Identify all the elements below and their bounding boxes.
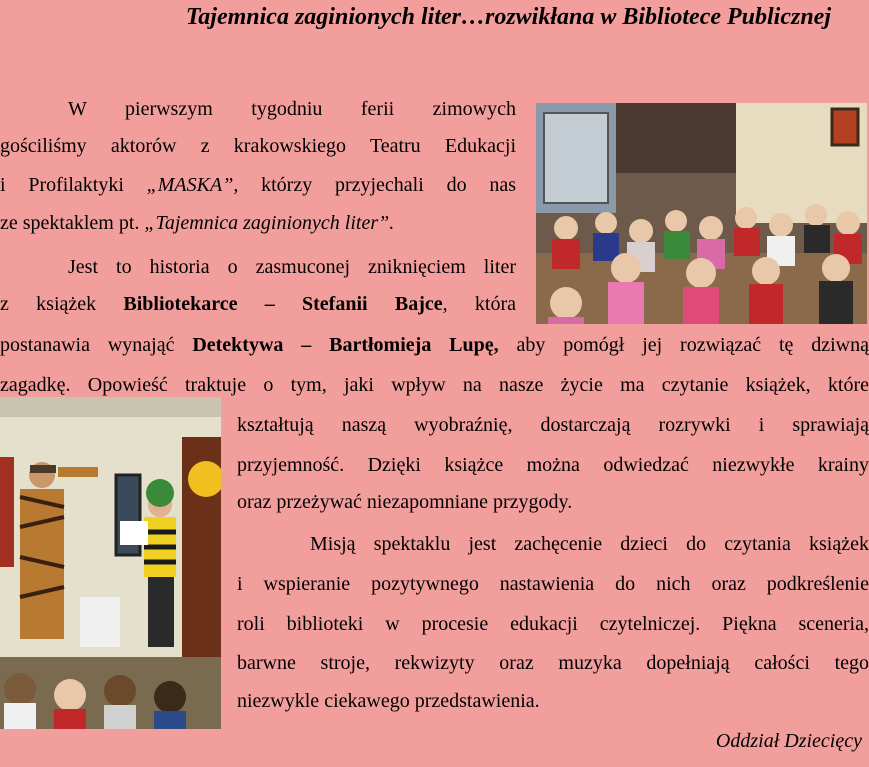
p3-line-3-text: roli biblioteki w procesie edukacji czytelniczej. Piękna sceneria, <box>237 613 869 635</box>
p2-line-1-text: Jest to historia o zasmuconej zniknięciem liter <box>68 256 516 278</box>
p2-line-4 <box>0 373 869 397</box>
photo-children-audience <box>536 103 867 324</box>
p2-line-5 <box>237 413 869 437</box>
play-title: „Tajemnica zaginionych liter”. <box>144 212 395 234</box>
p1-line-4 <box>0 211 394 235</box>
p1-line-1 <box>68 97 516 121</box>
librarian-name: Bibliotekarce – Stefanii Bajce <box>123 293 443 315</box>
p3-line-2-text: i wspieranie pozytywnego nastawienia do nich oraz podkreślenie <box>237 573 869 595</box>
p2-line-3-text: postanawia wynająć <box>0 334 193 356</box>
p3-line-5 <box>237 689 540 713</box>
p2-line-3 <box>0 333 869 357</box>
p2-line-1 <box>68 255 516 279</box>
p1-line-3-text: i Profilaktyki <box>0 174 147 196</box>
p2-line-2-text: z książek <box>0 293 124 315</box>
actors-illustration <box>0 397 221 729</box>
photo-actors-performance <box>0 397 221 729</box>
p2-line-7 <box>237 490 572 514</box>
p1-line-3 <box>0 173 516 197</box>
p2-line-4-text: zagadkę. Opowieść traktuje o tym, jaki wpływ na nasze życie ma czytanie książek, które <box>0 374 869 396</box>
p3-line-1-text: Misją spektaklu jest zachęcenie dzieci do czytania książek <box>310 533 869 555</box>
p3-line-1 <box>310 532 869 556</box>
p1-line-2-text: gościliśmy aktorów z krakowskiego Teatru Edukacji <box>0 135 516 157</box>
p3-line-5-text: niezwykle ciekawego przedstawienia. <box>237 690 540 712</box>
p2-line-2 <box>0 292 516 316</box>
p2-line-2-end: , która <box>442 293 516 315</box>
p1-line-3-end: którzy przyjechali do nas <box>238 174 516 196</box>
p2-line-6-text: przyjemność. Dzięki książce można odwiedzać niezwykłe krainy <box>237 454 869 476</box>
p3-line-2 <box>237 572 869 596</box>
audience-illustration <box>536 103 867 324</box>
article-title: Tajemnica zaginionych liter…rozwikłana w Bibliotece Publicznej <box>185 4 831 30</box>
p2-line-5-text: kształtują naszą wyobraźnię, dostarczają rozrywki i sprawiają <box>237 414 869 436</box>
signature: Oddział Dziecięcy <box>715 730 862 752</box>
p2-line-7-text: oraz przeżywać niezapomniane przygody. <box>237 491 573 513</box>
p3-line-4-text: barwne stroje, rekwizyty oraz muzyka dopełniają całości tego <box>237 652 869 674</box>
p3-line-3 <box>237 612 869 636</box>
p2-line-6 <box>237 453 869 477</box>
p1-line-2 <box>0 134 516 158</box>
p2-line-3-end: aby pomógł jej rozwiązać tę dziwną <box>498 334 869 356</box>
p1-line-4-text: ze spektaklem pt. <box>0 212 145 234</box>
theatre-name: „MASKA”, <box>146 174 239 196</box>
detective-name: Detektywa – Bartłomieja Lupę, <box>192 334 499 356</box>
p1-line-1-text: W pierwszym tygodniu ferii zimowych <box>68 98 516 120</box>
p3-line-4 <box>237 651 869 675</box>
